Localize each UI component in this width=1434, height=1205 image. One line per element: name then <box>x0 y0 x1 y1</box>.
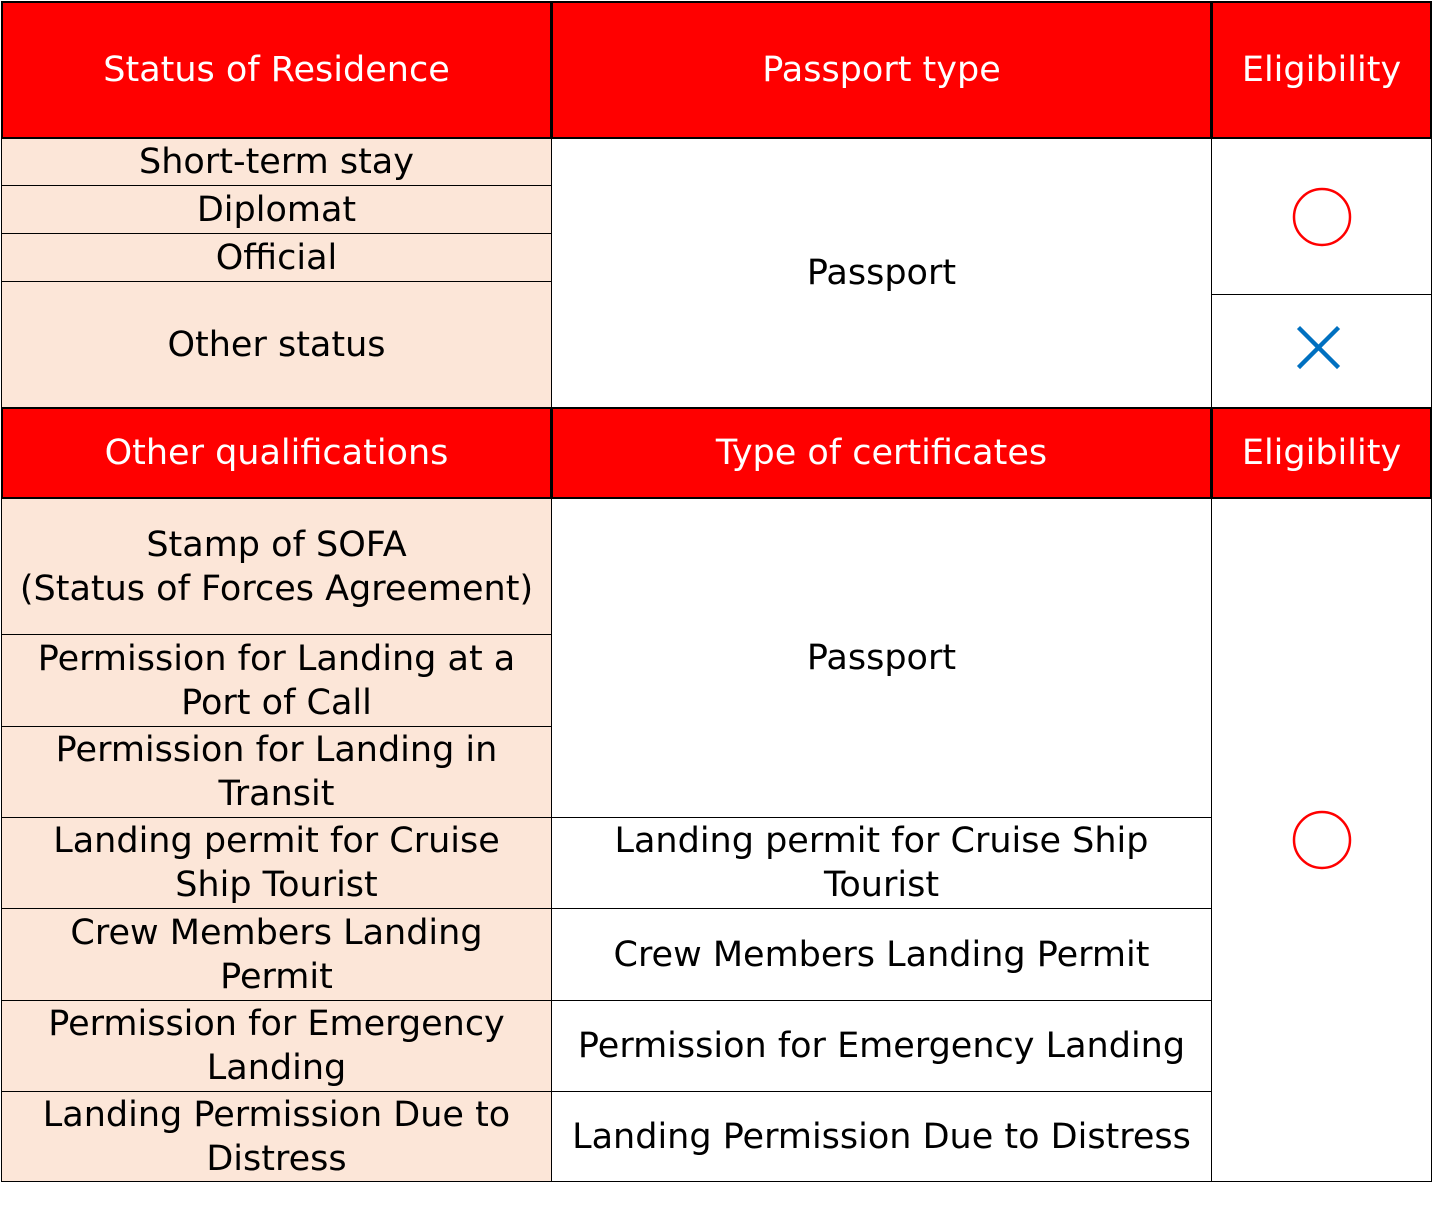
row-crew: Crew Members Landing Permit <box>1 908 552 1001</box>
certificate-emergency: Permission for Emergency Landing <box>551 1000 1212 1092</box>
row-other-status: Other status <box>1 281 552 408</box>
header-type-of-certificates: Type of certificates <box>551 407 1212 499</box>
certificate-crew: Crew Members Landing Permit <box>551 908 1212 1001</box>
row-short-term-stay: Short-term stay <box>1 138 552 186</box>
circle-icon <box>1291 809 1353 871</box>
header-status-of-residence: Status of Residence <box>1 1 552 139</box>
row-sofa-stamp: Stamp of SOFA (Status of Forces Agreement) <box>1 498 552 635</box>
passport-type-cell: Passport <box>551 138 1212 408</box>
row-cruise: Landing permit for Cruise Ship Tourist <box>1 817 552 909</box>
header-passport-type: Passport type <box>551 1 1212 139</box>
eligibility-not-eligible <box>1211 294 1432 408</box>
row-official: Official <box>1 233 552 282</box>
header-eligibility: Eligibility <box>1211 1 1432 139</box>
eligibility-eligible <box>1211 138 1432 295</box>
header-eligibility-2: Eligibility <box>1211 407 1432 499</box>
header-other-qualifications: Other qualifications <box>1 407 552 499</box>
cross-icon <box>1295 324 1349 378</box>
certificate-cruise: Landing permit for Cruise Ship Tourist <box>551 817 1212 909</box>
circle-icon <box>1291 186 1353 248</box>
eligibility-table <box>1 1 1432 1182</box>
certificate-passport: Passport <box>551 498 1212 818</box>
row-distress: Landing Permission Due to Distress <box>1 1091 552 1182</box>
row-transit: Permission for Landing in Transit <box>1 726 552 818</box>
eligibility-eligible-2 <box>1211 498 1432 1182</box>
row-diplomat: Diplomat <box>1 185 552 234</box>
row-port-of-call: Permission for Landing at a Port of Call <box>1 634 552 727</box>
certificate-distress: Landing Permission Due to Distress <box>551 1091 1212 1182</box>
row-emergency: Permission for Emergency Landing <box>1 1000 552 1092</box>
